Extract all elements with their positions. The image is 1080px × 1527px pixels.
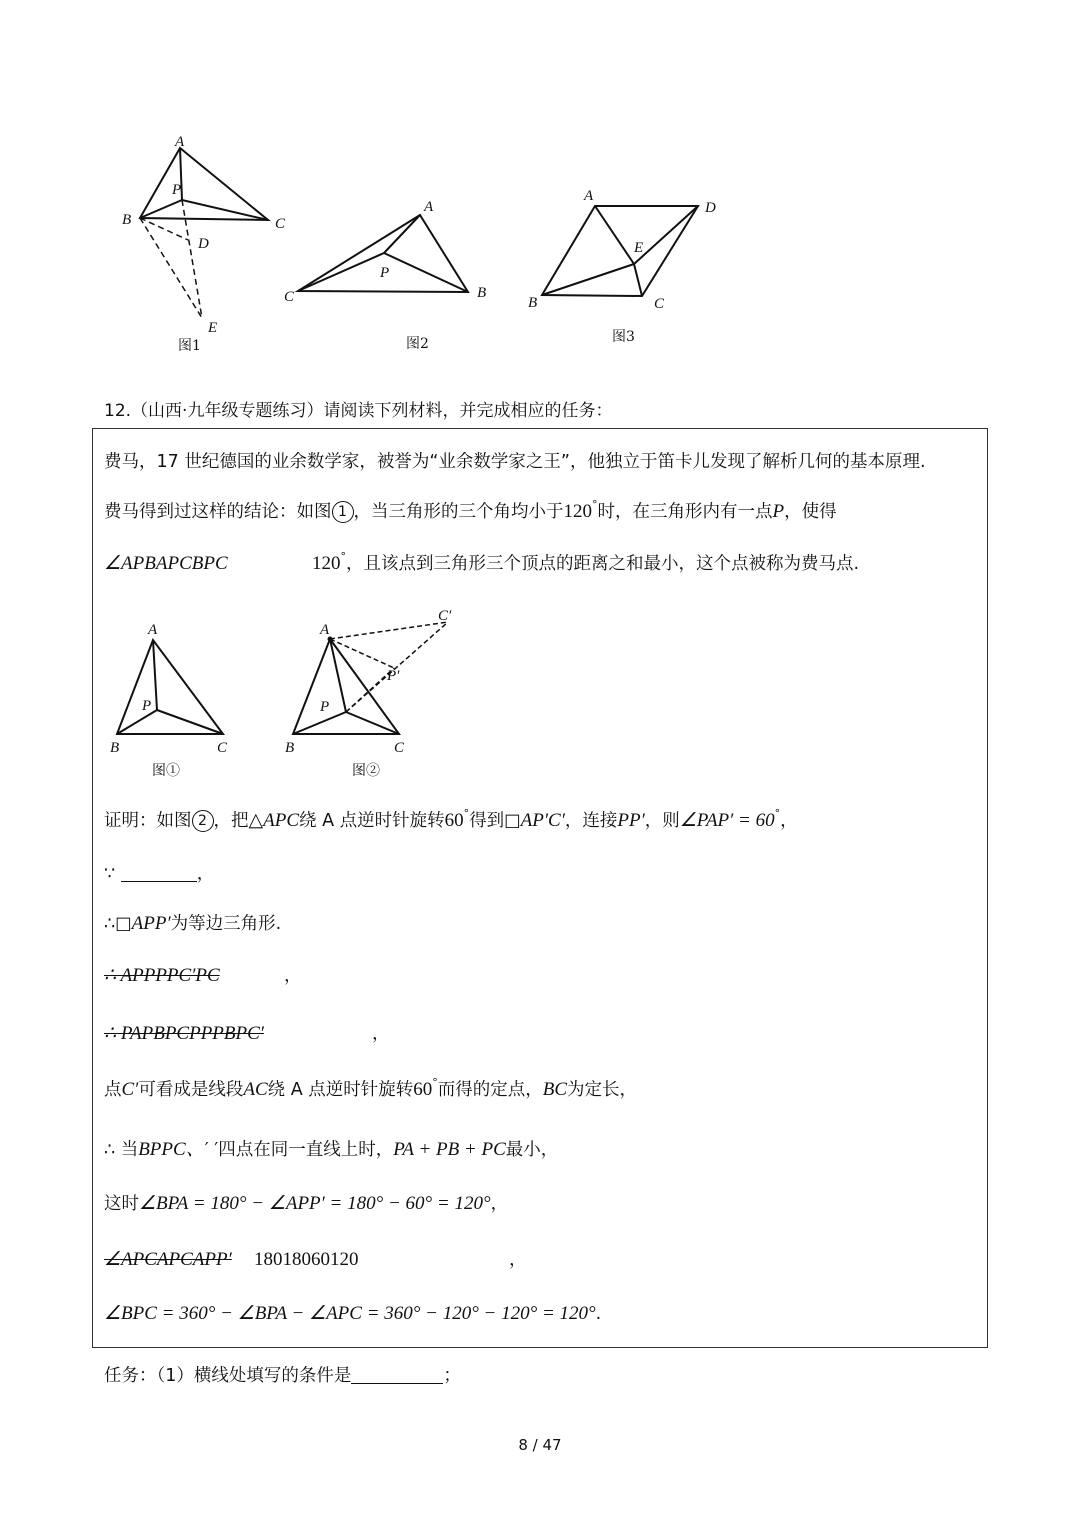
proof1-text-a: 证明：如图 — [104, 811, 192, 831]
fig1-label-b: B — [122, 212, 132, 228]
proof1-apc: APC — [263, 810, 300, 831]
proof1-60: 60 — [444, 810, 464, 831]
figure-circle-2-diagram — [280, 610, 470, 783]
apc-line — [104, 1246, 527, 1271]
therefore1-expr: APP′ — [131, 913, 171, 934]
figure-1-diagram — [110, 130, 286, 360]
fig3-label-b: B — [528, 295, 538, 311]
figc1-label-b: B — [110, 740, 120, 756]
when-expr: BPPC、 — [138, 1139, 205, 1160]
fig3-label-a: A — [584, 188, 594, 204]
when-text-a: ∴ 当 — [104, 1140, 139, 1160]
because-blank[interactable] — [121, 881, 197, 882]
fig1-label-e: E — [208, 320, 218, 336]
figc1-label-p: P — [142, 698, 152, 714]
fig2-label-c: C — [284, 289, 295, 305]
task-text: 任务：（1）横线处填写的条件是 — [104, 1366, 352, 1386]
line3-rest: ，且该点到三角形三个顶点的距离之和最小，这个点被称为费马点. — [346, 554, 860, 574]
bpc-line — [104, 1302, 601, 1325]
fig3-label-c: C — [654, 296, 665, 312]
page-number: 8 / 47 — [518, 1436, 562, 1454]
because-end: ， — [196, 864, 215, 884]
figc2-caption: 图② — [352, 763, 380, 779]
therefore-line-3 — [104, 1020, 390, 1045]
proof1-degree-2: ° — [774, 807, 781, 820]
proof1-text-f: ，则 — [644, 811, 680, 831]
proof1-text-g: ， — [780, 811, 798, 831]
figure-2 — [280, 195, 500, 355]
therefore2-expr: ∴ APPPPC′PC — [104, 965, 220, 986]
then-end: ， — [490, 1194, 509, 1214]
line2-text-c: 时，在三角形内有一点 — [597, 502, 773, 522]
fig1-label-c: C — [275, 216, 286, 232]
because-symbol: ∵ — [104, 864, 116, 884]
fig2-label-a: A — [424, 199, 434, 215]
proof1-box: □ — [504, 811, 521, 831]
proof1-apc-prime: AP′C′ — [520, 810, 565, 831]
line2-value: 120 — [563, 501, 592, 522]
figc1-caption: 图① — [152, 763, 180, 779]
when-text-b: ′ ′四点在同一直线上时， — [204, 1140, 394, 1160]
line2-text-d: ，使得 — [784, 502, 837, 522]
therefore-line-1 — [104, 910, 281, 935]
figure-2-diagram — [280, 195, 500, 355]
proof1-degree: ° — [463, 807, 470, 820]
figc1-label-a: A — [148, 622, 158, 638]
therefore3-end: ， — [372, 1024, 390, 1044]
figc2-label-a: A — [320, 622, 330, 638]
therefore2-end: ， — [284, 966, 302, 986]
bpc-expr: ∠BPC = 360° − ∠BPA − ∠APC = 360° − 120° − 120° = 120° — [104, 1303, 596, 1324]
fig2-label-p: P — [380, 265, 390, 281]
when-line — [104, 1134, 558, 1161]
task-end: ； — [443, 1366, 461, 1386]
therefore3-expr: ∴ PAPBPCPPPBPC′ — [104, 1023, 264, 1044]
figure-circle-1 — [100, 618, 250, 783]
line2-text-a: 费马得到过这样的结论：如图 — [104, 502, 332, 522]
proof-line-1 — [104, 807, 798, 832]
circle-number-1: 1 — [332, 501, 354, 523]
point-text-c: 绕 A 点逆时针旋转 — [267, 1080, 414, 1100]
material-line-1: 费马，17 世纪德国的业余数学家，被誉为“业余数学家之王”，他独立于笛卡儿发现了解析几何的基本原理. — [104, 452, 926, 472]
figc2-label-p: P — [320, 699, 330, 715]
because-line — [104, 860, 214, 885]
material-line-3 — [104, 550, 859, 575]
proof1-ppprime: PP′ — [617, 810, 645, 831]
therefore1-b: 为等边三角形. — [170, 914, 282, 934]
point-c-prime: C′ — [121, 1079, 139, 1100]
point-line — [104, 1076, 637, 1101]
point-ac: AC — [243, 1079, 268, 1100]
proof1-text-c: 绕 A 点逆时针旋转 — [299, 811, 445, 831]
figure-circle-1-diagram — [100, 618, 250, 783]
line2-text-b: ，当三角形的三个角均小于 — [353, 502, 564, 522]
point-degree: ° — [432, 1076, 438, 1089]
proof1-angle: ∠PAP′ = 60 — [679, 810, 775, 831]
fig3-label-e: E — [634, 240, 644, 256]
figc1-label-c: C — [217, 740, 228, 756]
point-60: 60 — [413, 1079, 433, 1100]
fig1-label-a: A — [175, 134, 185, 150]
circle-number-2: 2 — [192, 810, 214, 832]
figc2-label-b: B — [285, 740, 295, 756]
when-sum: PA + PB + PC — [393, 1139, 506, 1160]
figure-3-diagram — [520, 180, 730, 350]
point-text-b: 可看成是线段 — [138, 1080, 244, 1100]
point-text-a: 点 — [104, 1080, 122, 1100]
then-text-a: 这时 — [104, 1194, 139, 1214]
figc2-label-pprime: P′ — [387, 668, 400, 684]
fig1-label-p: P — [172, 182, 182, 198]
fig3-caption: 图3 — [612, 329, 635, 345]
fig2-label-b: B — [477, 285, 487, 301]
proof1-text-b: ，把 — [213, 811, 249, 831]
fig1-caption: 图1 — [178, 338, 201, 354]
then-line — [104, 1190, 508, 1215]
material-line-2 — [104, 498, 837, 523]
bpc-end: . — [595, 1304, 602, 1324]
therefore-line-2 — [104, 962, 302, 987]
proof1-triangle: △ — [248, 810, 264, 831]
figure-circle-2 — [280, 610, 470, 783]
point-bc: BC — [542, 1079, 568, 1100]
point-text-d: 而得的定点， — [437, 1080, 543, 1100]
apc-numbers: 18018060120 — [254, 1249, 359, 1270]
apc-end: ， — [509, 1250, 527, 1270]
therefore1-a: ∴□ — [104, 914, 132, 934]
line3-degree: ° — [340, 550, 346, 563]
then-expr: ∠BPA = 180° − ∠APP′ = 180° − 60° = 120° — [139, 1193, 491, 1214]
proof1-text-e: ，连接 — [564, 811, 618, 831]
question-heading: 12.（山西·九年级专题练习）请阅读下列材料，并完成相应的任务： — [104, 401, 613, 421]
line2-degree: ° — [592, 498, 598, 511]
point-text-e: 为定长， — [567, 1080, 638, 1100]
figure-1 — [110, 130, 286, 360]
fig2-caption: 图2 — [406, 336, 429, 352]
task-blank[interactable] — [351, 1383, 443, 1384]
line3-value: 120 — [312, 553, 341, 574]
task-line — [104, 1362, 461, 1387]
line3-angle-expr: ∠APBAPCBPC — [104, 553, 228, 574]
figc2-label-cprime: C′ — [438, 608, 452, 624]
fig3-label-d: D — [705, 200, 716, 216]
proof1-text-d: 得到 — [469, 811, 505, 831]
line2-point-p: P — [772, 501, 785, 522]
fig1-label-d: D — [198, 236, 209, 252]
figc2-label-c: C — [394, 740, 405, 756]
figure-3 — [520, 180, 730, 350]
apc-expr: ∠APCAPCAPP′ — [104, 1249, 232, 1270]
when-text-c: 最小， — [505, 1140, 559, 1160]
